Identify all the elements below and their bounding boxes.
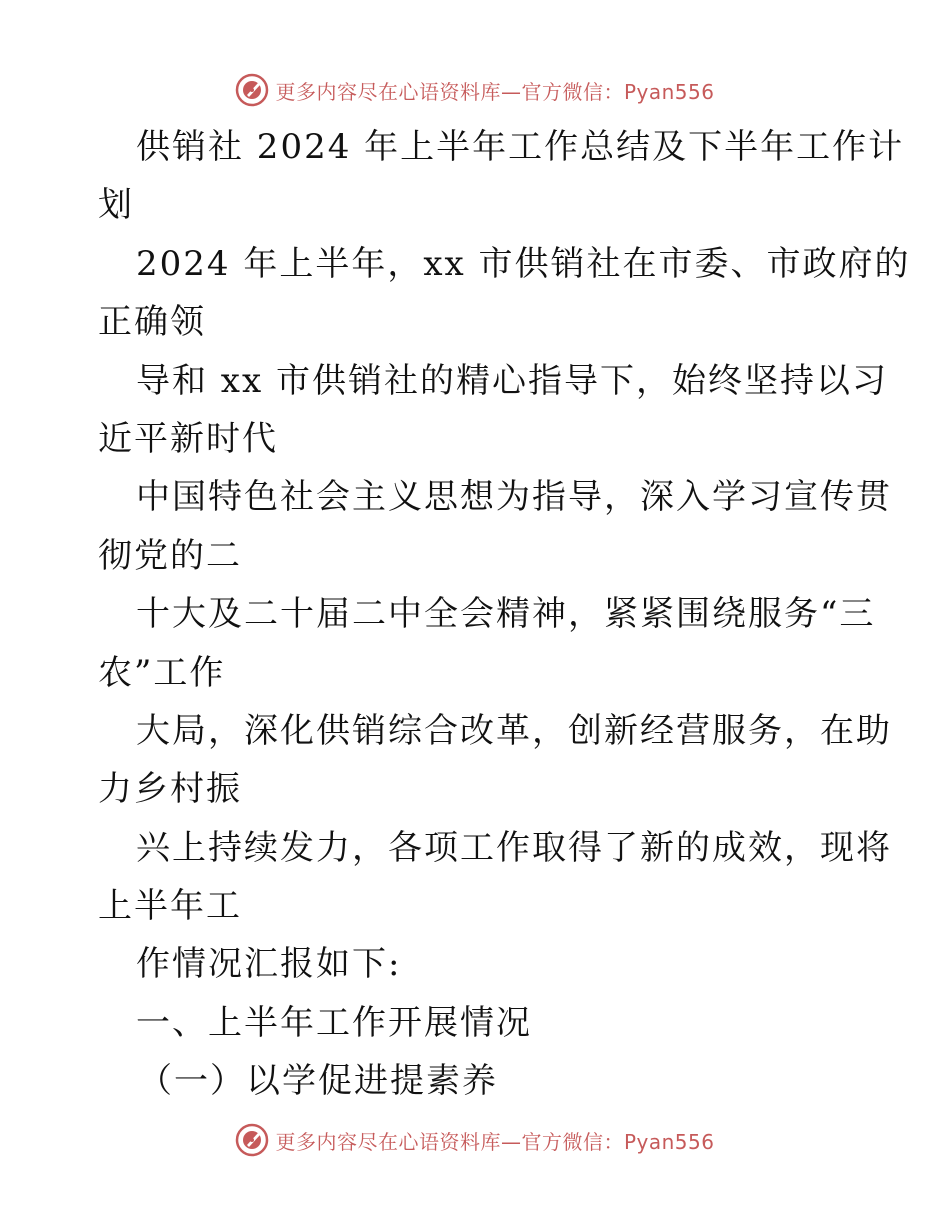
paragraph-line: 农”工作: [98, 652, 226, 693]
pen-nib-logo-icon: [235, 1123, 269, 1157]
paragraph-line: 导和 xx 市供销社的精心指导下，始终坚持以习: [136, 360, 888, 401]
header-watermark-banner: [0, 70, 950, 110]
paragraph-line: 作情况汇报如下:: [136, 944, 402, 985]
document-body: [98, 118, 911, 1111]
watermark-text: 更多内容尽在心语资料库—官方微信：Pyan556: [275, 1129, 715, 1154]
paragraph-line: 近平新时代: [98, 418, 278, 459]
paragraph-line: 力乡村振: [98, 769, 242, 810]
watermark-text: 更多内容尽在心语资料库—官方微信：Pyan556: [275, 79, 715, 104]
title-line-1: 供销社 2024 年上半年工作总结及下半年工作计: [136, 127, 905, 167]
paragraph-line: 十大及二十届二中全会精神，紧紧围绕服务“三: [136, 594, 876, 635]
pen-nib-logo-icon: [235, 73, 269, 107]
paragraph-line: 兴上持续发力，各项工作取得了新的成效，现将: [136, 827, 892, 868]
subsection-heading: （一）以学促进提素养: [138, 1061, 498, 1102]
paragraph-line: 彻党的二: [98, 535, 242, 576]
title-line-2: 划: [98, 185, 134, 226]
footer-watermark-banner: [0, 1120, 950, 1160]
section-heading: 一、上半年工作开展情况: [136, 1002, 532, 1043]
paragraph-line: 中国特色社会主义思想为指导，深入学习宣传贯: [136, 477, 892, 518]
paragraph-line: 2024 年上半年，xx 市供销社在市委、市政府的: [136, 243, 911, 284]
paragraph-line: 上半年工: [98, 886, 242, 927]
paragraph-line: 正确领: [98, 302, 206, 343]
paragraph-line: 大局，深化供销综合改革，创新经营服务，在助: [136, 710, 892, 751]
